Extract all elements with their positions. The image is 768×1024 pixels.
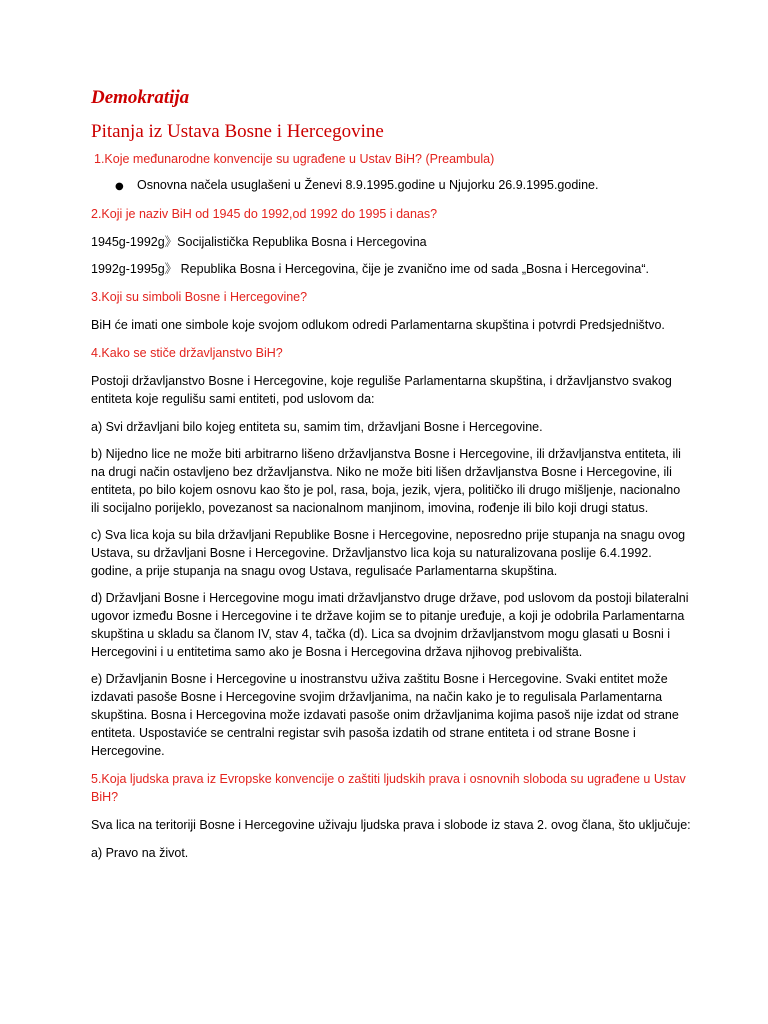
answer-4-intro: Postoji državljanstvo Bosne i Hercegovine, koje reguliše Parlamentarna skupština, i državljanstvo svakog entiteta koje regulišu sami entiteti, pod uslovom da: xyxy=(91,374,672,406)
answer-3: BiH će imati one simbole koje svojom odlukom odredi Parlamentarna skupština i potvrdi Predsjedništvo. xyxy=(91,318,665,332)
answer-4e: e) Državljanin Bosne i Hercegovine u inostranstvu uživa zaštitu Bosne i Hercegovine. Svaki entitet može izdavati pasoše Bosne i Hercegovine svojim državljanima, na način kako je to regulisala Parlamentarna skupština. Bosna i Hercegovina može izdavati pasoše onim državljanima kojima pasoš nije izdat od strane entiteta. Uspostaviće se centralni registar svih pasoša izdatih od strane entiteta i od strane Bosne i Hercegovine. xyxy=(91,672,679,758)
answer-4a: a) Svi državljani bilo kojeg entiteta su, samim tim, državljani Bosne i Hercegovine. xyxy=(91,420,543,434)
question-1: 1.Koje međunarodne konvencije su ugrađene u Ustav BiH? (Preambula) xyxy=(94,152,495,166)
document-page xyxy=(91,86,691,862)
bullet-text: Osnovna načela usuglašeni u Ženevi 8.9.1995.godine u Njujorku 26.9.1995.godine. xyxy=(137,178,599,192)
answer-5-intro: Sva lica na teritoriji Bosne i Hercegovine uživaju ljudska prava i slobode iz stava 2. ovog člana, što uključuje: xyxy=(91,818,691,832)
answer-2b: 1992g-1995g》 Republika Bosna i Hercegovina, čije je zvanično ime od sada „Bosna i Hercegovina“. xyxy=(91,262,649,276)
question-2: 2.Koji je naziv BiH od 1945 do 1992,od 1992 do 1995 i danas? xyxy=(91,207,438,221)
document-title: Demokratija xyxy=(91,87,190,108)
question-4: 4.Kako se stiče državljanstvo BiH? xyxy=(91,346,283,360)
question-3: 3.Koji su simboli Bosne i Hercegovine? xyxy=(91,290,308,304)
document-subtitle: Pitanja iz Ustava Bosne i Hercegovine xyxy=(91,121,384,142)
answer-4b: b) Nijedno lice ne može biti arbitrarno lišeno državljanstva Bosne i Hercegovine, ili državljanstva entiteta, ili na drugi način ostavljeno bez državljanstva. Niko ne može biti lišen državljanstva Bosne i Hercegovine, ili entiteta, po bilo kojem osnovu kao što je pol, rasa, boja, jezik, vjera, političko ili drugo mišljenje, nacionalno ili socijalno porijeklo, povezanost sa nacionalnom manjinom, imovina, rođenje ili bilo koji drugi status. xyxy=(91,447,681,515)
answer-5a: a) Pravo na život. xyxy=(91,846,189,860)
question-5: 5.Koja ljudska prava iz Evropske konvencije o zaštiti ljudskih prava i osnovnih sloboda su ugrađene u Ustav BiH? xyxy=(91,772,686,804)
bullet-icon: ● xyxy=(115,181,124,192)
answer-4c: c) Sva lica koja su bila državljani Republike Bosne i Hercegovine, neposredno prije stupanja na snagu ovog Ustava, su državljani Bosne i Hercegovine. Državljanstvo lica koja su naturalizovana poslije 6.4.1992. godine, a prije stupanja na snagu ovog Ustava, regulisaće Parlamentarna skupština. xyxy=(91,528,686,578)
answer-2a: 1945g-1992g》Socijalistička Republika Bosna i Hercegovina xyxy=(91,235,427,249)
bullet-item xyxy=(91,176,691,194)
answer-4d: d) Državljani Bosne i Hercegovine mogu imati državljanstvo druge države, pod uslovom da postoji bilateralni ugovor između Bosne i Hercegovine i te države kojim se to pitanje uređuje, a koji je odobrila Parlamentarna skupština u skladu sa članom IV, stav 4, tačka (d). Lica sa dvojnim državljanstvom mogu glasati u Bosni i Hercegovini i u entitetima samo ako je Bosna i Hercegovina država njihovog prebivališta. xyxy=(91,591,689,659)
